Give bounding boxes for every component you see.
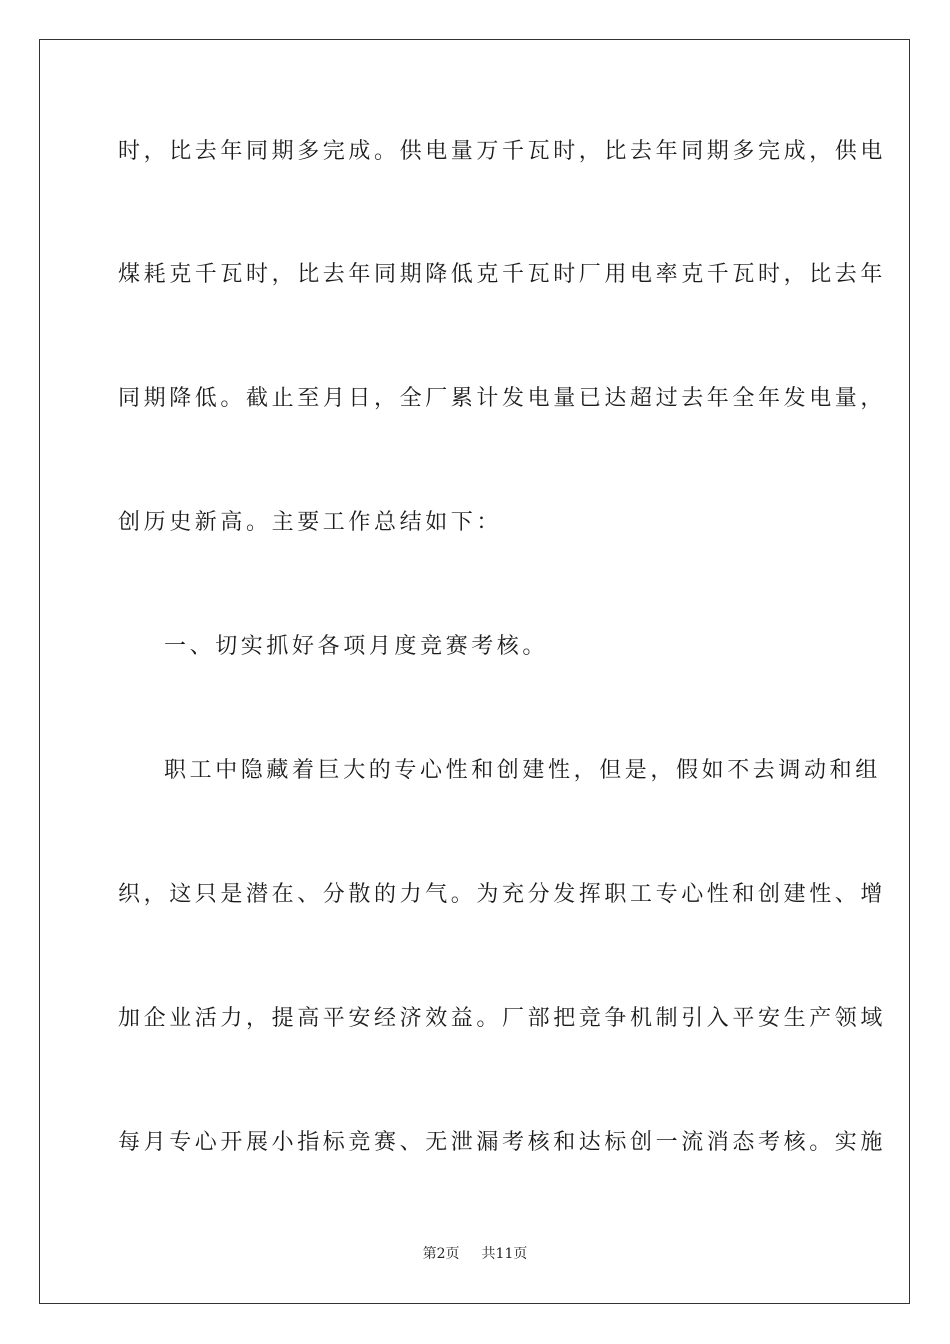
section-heading-1: 一、切实抓好各项月度竞赛考核。 xyxy=(164,634,549,659)
page-border xyxy=(39,39,910,1304)
body-line-3: 同期降低。截止至月日，全厂累计发电量已达超过去年全年发电量， xyxy=(118,386,887,411)
page-number: 第2页 xyxy=(422,1246,460,1262)
body-line-1: 时，比去年同期多完成。供电量万千瓦时，比去年同期多完成，供电 xyxy=(118,139,887,164)
body-line-7: 织，这只是潜在、分散的力气。为充分发挥职工专心性和创建性、增 xyxy=(118,882,887,907)
body-line-8: 加企业活力，提高平安经济效益。厂部把竞争机制引入平安生产领域 xyxy=(118,1006,887,1031)
body-line-2: 煤耗克千瓦时，比去年同期降低克千瓦时厂用电率克千瓦时，比去年 xyxy=(118,262,887,287)
page-footer xyxy=(0,1244,950,1264)
page-total: 共11页 xyxy=(481,1246,528,1262)
paragraph-first-line: 职工中隐藏着巨大的专心性和创建性，但是，假如不去调动和组 xyxy=(164,758,881,783)
body-line-9: 每月专心开展小指标竞赛、无泄漏考核和达标创一流消态考核。实施 xyxy=(118,1130,887,1155)
body-line-4: 创历史新高。主要工作总结如下： xyxy=(118,510,503,535)
